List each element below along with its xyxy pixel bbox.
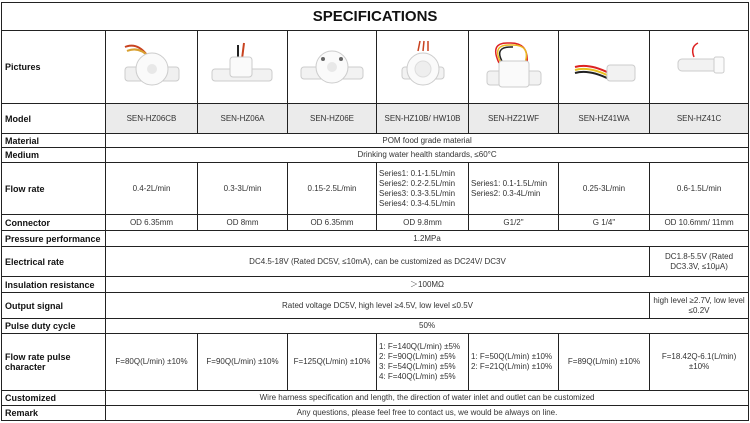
flow-rate-cell: Series1: 0.1-1.5L/min Series2: 0.3-4L/min xyxy=(469,163,559,215)
row-label: Connector xyxy=(2,215,106,231)
duty-value: 50% xyxy=(106,319,749,334)
model-cell: SEN-HZ06A xyxy=(198,104,288,134)
row-label: Model xyxy=(2,104,106,134)
model-cell: SEN-HZ10B/ HW10B xyxy=(377,104,469,134)
model-cell: SEN-HZ41WA xyxy=(559,104,650,134)
output-value: Rated voltage DC5V, high level ≥4.5V, low level ≤0.5V xyxy=(106,293,650,319)
row-label: Electrical rate xyxy=(2,247,106,277)
row-label: Insulation resistance xyxy=(2,277,106,293)
pulse-cell: 1: F=50Q(L/min) ±10% 2: F=21Q(L/min) ±10% xyxy=(469,334,559,391)
connector-cell: G1/2" xyxy=(469,215,559,231)
product-image xyxy=(198,31,288,104)
connector-cell: OD 10.6mm/ 11mm xyxy=(650,215,749,231)
pulse-cell: F=90Q(L/min) ±10% xyxy=(198,334,288,391)
product-image xyxy=(377,31,469,104)
pictures-row xyxy=(2,31,749,104)
pulse-row xyxy=(2,334,749,391)
remark-value: Any questions, please feel free to contact us, we would be always on line. xyxy=(106,406,749,421)
model-cell: SEN-HZ06CB xyxy=(106,104,198,134)
flow-rate-cell: 0.25-3L/min xyxy=(559,163,650,215)
row-label: Flow rate pulse character xyxy=(2,334,106,391)
electrical-value: DC4.5-18V (Rated DC5V, ≤10mA), can be customized as DC24V/ DC3V xyxy=(106,247,650,277)
connector-cell: G 1/4" xyxy=(559,215,650,231)
connector-cell: OD 6.35mm xyxy=(106,215,198,231)
product-image xyxy=(650,31,749,104)
model-cell: SEN-HZ21WF xyxy=(469,104,559,134)
connector-cell: OD 8mm xyxy=(198,215,288,231)
spec-table xyxy=(1,2,749,421)
flow-rate-cell: 0.3-3L/min xyxy=(198,163,288,215)
row-label: Customized xyxy=(2,391,106,406)
pulse-cell: F=89Q(L/min) ±10% xyxy=(559,334,650,391)
flow-rate-cell: 0.4-2L/min xyxy=(106,163,198,215)
pressure-value: 1.2MPa xyxy=(106,231,749,247)
row-label: Medium xyxy=(2,148,106,163)
model-cell: SEN-HZ41C xyxy=(650,104,749,134)
pulse-cell: 1: F=140Q(L/min) ±5% 2: F=90Q(L/min) ±5% 3: F=54Q(L/min) ±5% 4: F=40Q(L/min) ±5% xyxy=(377,334,469,391)
model-cell: SEN-HZ06E xyxy=(288,104,377,134)
insulation-value: ＞100MΩ xyxy=(106,277,749,293)
flow-rate-cell: 0.6-1.5L/min xyxy=(650,163,749,215)
product-image xyxy=(288,31,377,104)
pulse-cell: F=18.42Q-6.1(L/min) ±10% xyxy=(650,334,749,391)
electrical-value-hz41c: DC1.8-5.5V (Rated DC3.3V, ≤10μA) xyxy=(650,247,749,277)
medium-value: Drinking water health standards, ≤60°C xyxy=(106,148,749,163)
flow-rate-cell: Series1: 0.1-1.5L/min Series2: 0.2-2.5L/min Series3: 0.3-3.5L/min Series4: 0.3-4.5L/min xyxy=(377,163,469,215)
product-image xyxy=(469,31,559,104)
product-image xyxy=(559,31,650,104)
product-image xyxy=(106,31,198,104)
pulse-cell: F=80Q(L/min) ±10% xyxy=(106,334,198,391)
row-label: Pictures xyxy=(2,31,106,104)
row-label: Pressure performance xyxy=(2,231,106,247)
model-row xyxy=(2,104,749,134)
connector-row xyxy=(2,215,749,231)
flow-rate-cell: 0.15-2.5L/min xyxy=(288,163,377,215)
row-label: Remark xyxy=(2,406,106,421)
flow-rate-row xyxy=(2,163,749,215)
row-label: Pulse duty cycle xyxy=(2,319,106,334)
row-label: Flow rate xyxy=(2,163,106,215)
material-value: POM food grade material xyxy=(106,134,749,148)
row-label: Output signal xyxy=(2,293,106,319)
output-value-hz41c: high level ≥2.7V, low level ≤0.2V xyxy=(650,293,749,319)
connector-cell: OD 9.8mm xyxy=(377,215,469,231)
customized-value: Wire harness specification and length, the direction of water inlet and outlet can be customized xyxy=(106,391,749,406)
pulse-cell: F=125Q(L/min) ±10% xyxy=(288,334,377,391)
row-label: Material xyxy=(2,134,106,148)
page-title: SPECIFICATIONS xyxy=(2,3,749,31)
connector-cell: OD 6.35mm xyxy=(288,215,377,231)
